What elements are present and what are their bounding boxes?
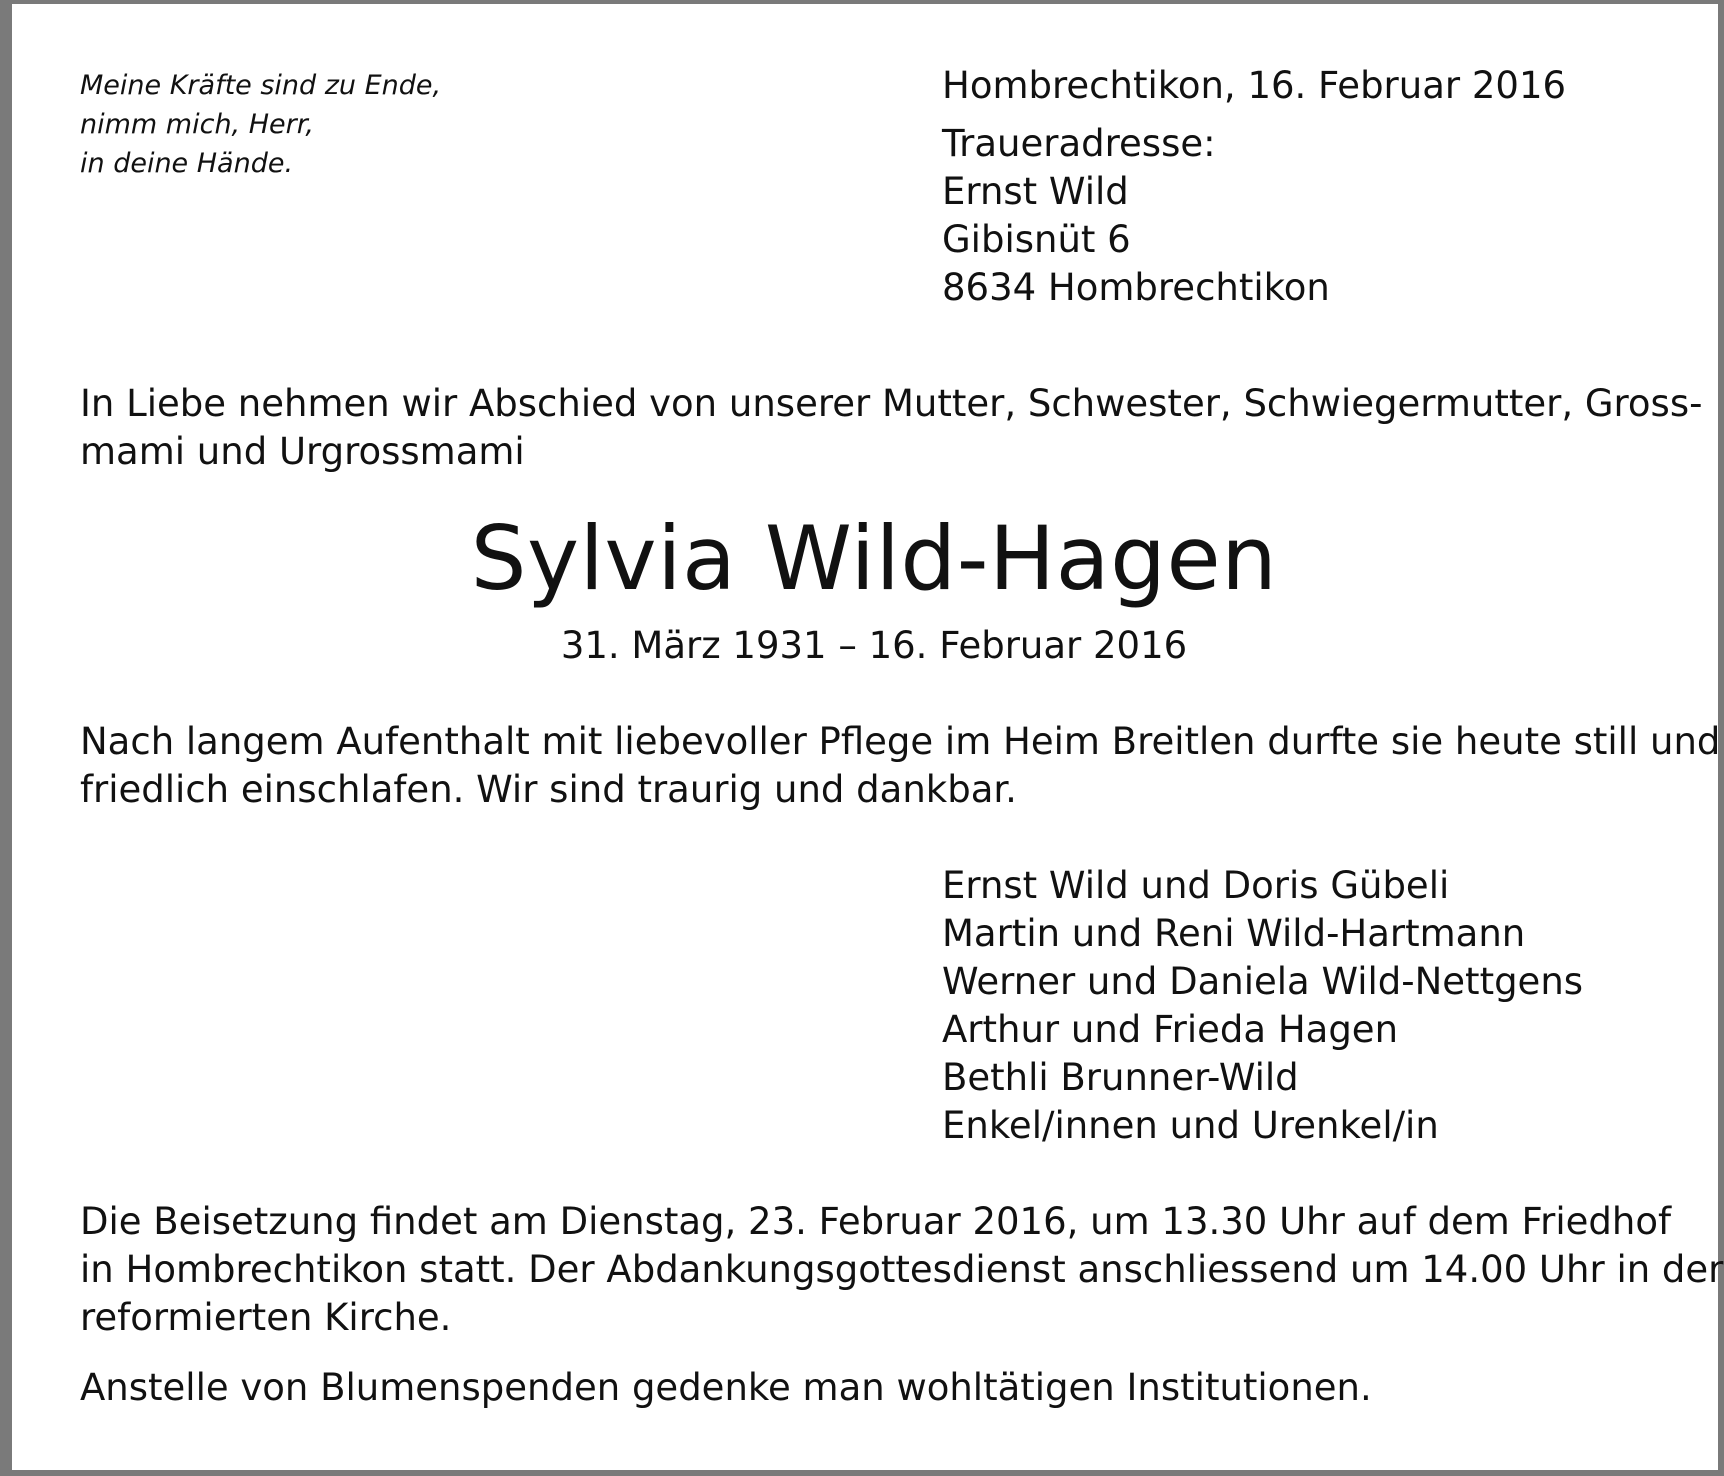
mourner-item: Martin und Reni Wild-Hartmann bbox=[942, 912, 1526, 955]
mourner-item: Werner und Daniela Wild-Nettgens bbox=[942, 960, 1584, 1003]
message-line: friedlich einschlafen. Wir sind traurig und dankbar. bbox=[80, 768, 1017, 811]
motto-line: Meine Kräfte sind zu Ende, bbox=[80, 70, 442, 101]
mourner-item: Enkel/innen und Urenkel/in bbox=[942, 1104, 1439, 1147]
mourners-list bbox=[942, 862, 1583, 1150]
place-date: Hombrechtikon, 16. Februar 2016 bbox=[942, 64, 1567, 107]
mourner-item: Arthur und Frieda Hagen bbox=[942, 1008, 1399, 1051]
address-line: Gibisnüt 6 bbox=[942, 218, 1131, 261]
motto-line: nimm mich, Herr, bbox=[80, 109, 314, 140]
motto-verse bbox=[80, 66, 441, 183]
mourner-item: Ernst Wild und Doris Gübeli bbox=[942, 864, 1450, 907]
header-block bbox=[942, 62, 1566, 312]
funeral-line: in Hombrechtikon statt. Der Abdankungsgottesdienst anschliessend um 14.00 Uhr in der bbox=[80, 1248, 1724, 1291]
address-line: 8634 Hombrechtikon bbox=[942, 266, 1330, 309]
address-line: Traueradresse: bbox=[942, 122, 1216, 165]
mourner-item: Bethli Brunner-Wild bbox=[942, 1056, 1299, 1099]
message-paragraph bbox=[80, 718, 1720, 814]
donation-note: Anstelle von Blumenspenden gedenke man wohltätigen Institutionen. bbox=[80, 1366, 1372, 1409]
address-line: Ernst Wild bbox=[942, 170, 1129, 213]
deceased-name: Sylvia Wild-Hagen bbox=[470, 507, 1278, 610]
funeral-line: reformierten Kirche. bbox=[80, 1296, 452, 1339]
motto-line: in deine Hände. bbox=[80, 148, 294, 179]
intro-paragraph bbox=[80, 380, 1703, 476]
intro-line: mami und Urgrossmami bbox=[80, 430, 525, 473]
message-line: Nach langem Aufenthalt mit liebevoller Pflege im Heim Breitlen durfte sie heute still und bbox=[80, 720, 1721, 763]
funeral-details bbox=[80, 1198, 1723, 1342]
funeral-line: Die Beisetzung findet am Dienstag, 23. Februar 2016, um 13.30 Uhr auf dem Friedhof bbox=[80, 1200, 1671, 1243]
life-dates: 31. März 1931 – 16. Februar 2016 bbox=[560, 624, 1188, 667]
mourning-address bbox=[942, 120, 1566, 312]
intro-line: In Liebe nehmen wir Abschied von unserer Mutter, Schwester, Schwiegermutter, Gross- bbox=[80, 382, 1703, 425]
